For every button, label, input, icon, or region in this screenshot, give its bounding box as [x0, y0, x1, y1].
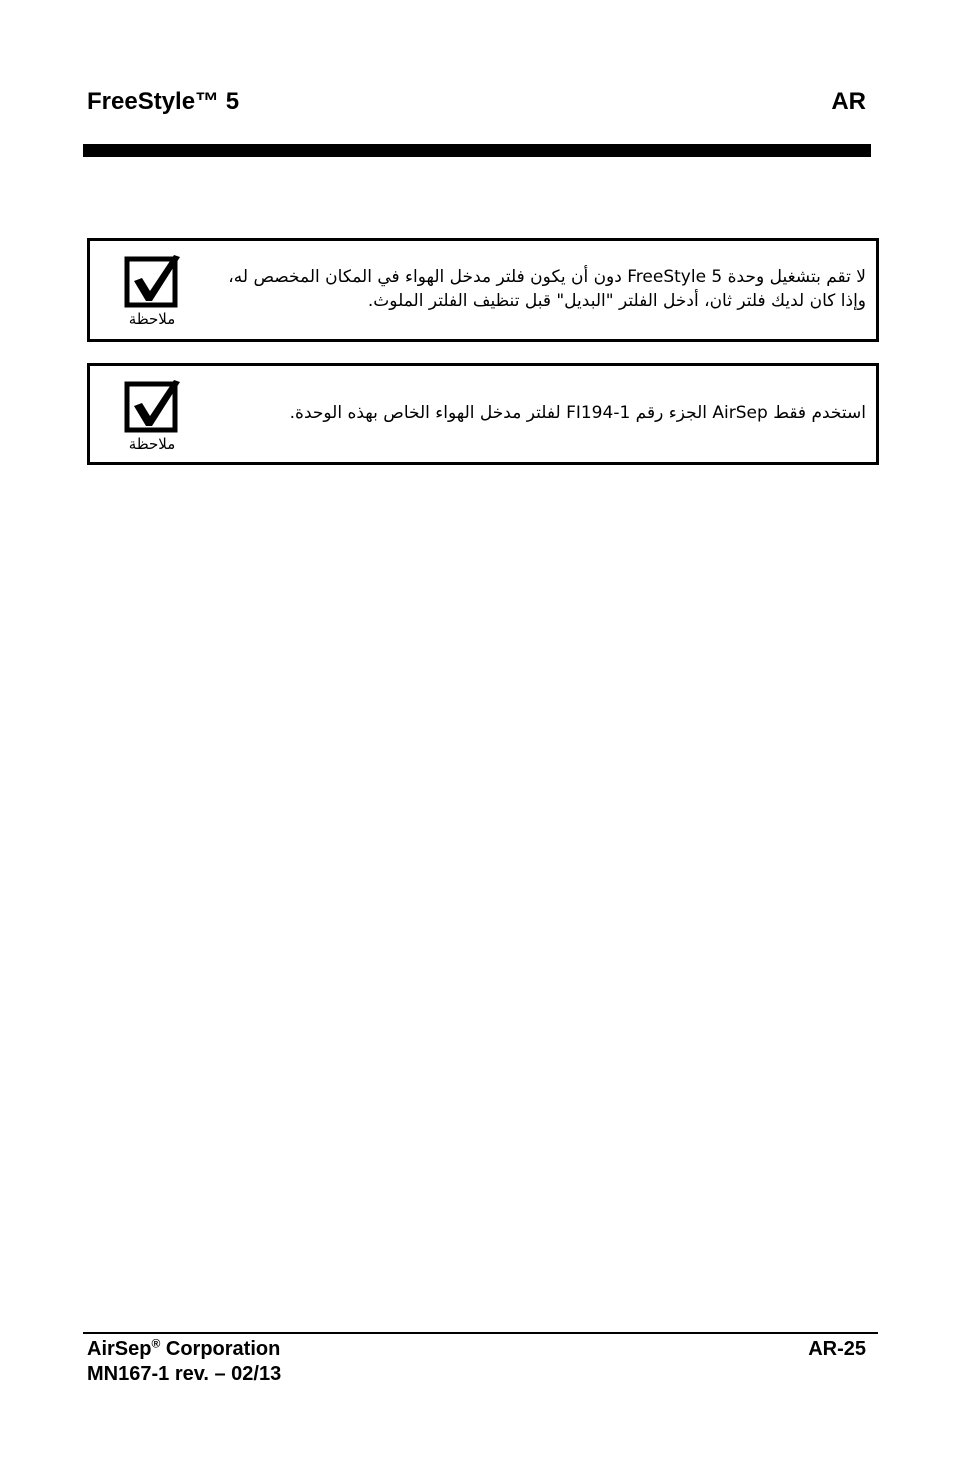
footer-divider [83, 1332, 878, 1334]
note-box-filter-operation [87, 238, 879, 342]
note-text-line: استخدم فقط AirSep الجزء رقم FI194-1 لفلتر مدخل الهواء الخاص بهذه الوحدة. [289, 403, 866, 423]
header-divider [83, 144, 871, 157]
note-label: ملاحظة [128, 310, 176, 328]
company-suffix: Corporation [160, 1338, 281, 1360]
document-title: FreeStyle™ 5 [87, 88, 240, 115]
language-code: AR [831, 88, 866, 115]
company-name [87, 1337, 281, 1362]
page-number: AR-25 [808, 1338, 866, 1360]
company-brand: AirSep [87, 1338, 152, 1360]
note-label: ملاحظة [128, 435, 176, 453]
registered-mark: ® [151, 1336, 161, 1351]
note-box-filter-part-number [87, 363, 879, 465]
note-text-line: لا تقم بتشغيل وحدة FreeStyle 5 دون أن يكون فلتر مدخل الهواء في المكان المخصص له، [228, 267, 866, 287]
note-text-line: وإذا كان لديك فلتر ثان، أدخل الفلتر "البديل" قبل تنظيف الفلتر الملوث. [367, 291, 866, 311]
footer-company-info [87, 1337, 281, 1387]
note-text [206, 401, 866, 425]
document-number: MN167-1 rev. – 02/13 [87, 1363, 282, 1385]
note-text [206, 265, 866, 313]
